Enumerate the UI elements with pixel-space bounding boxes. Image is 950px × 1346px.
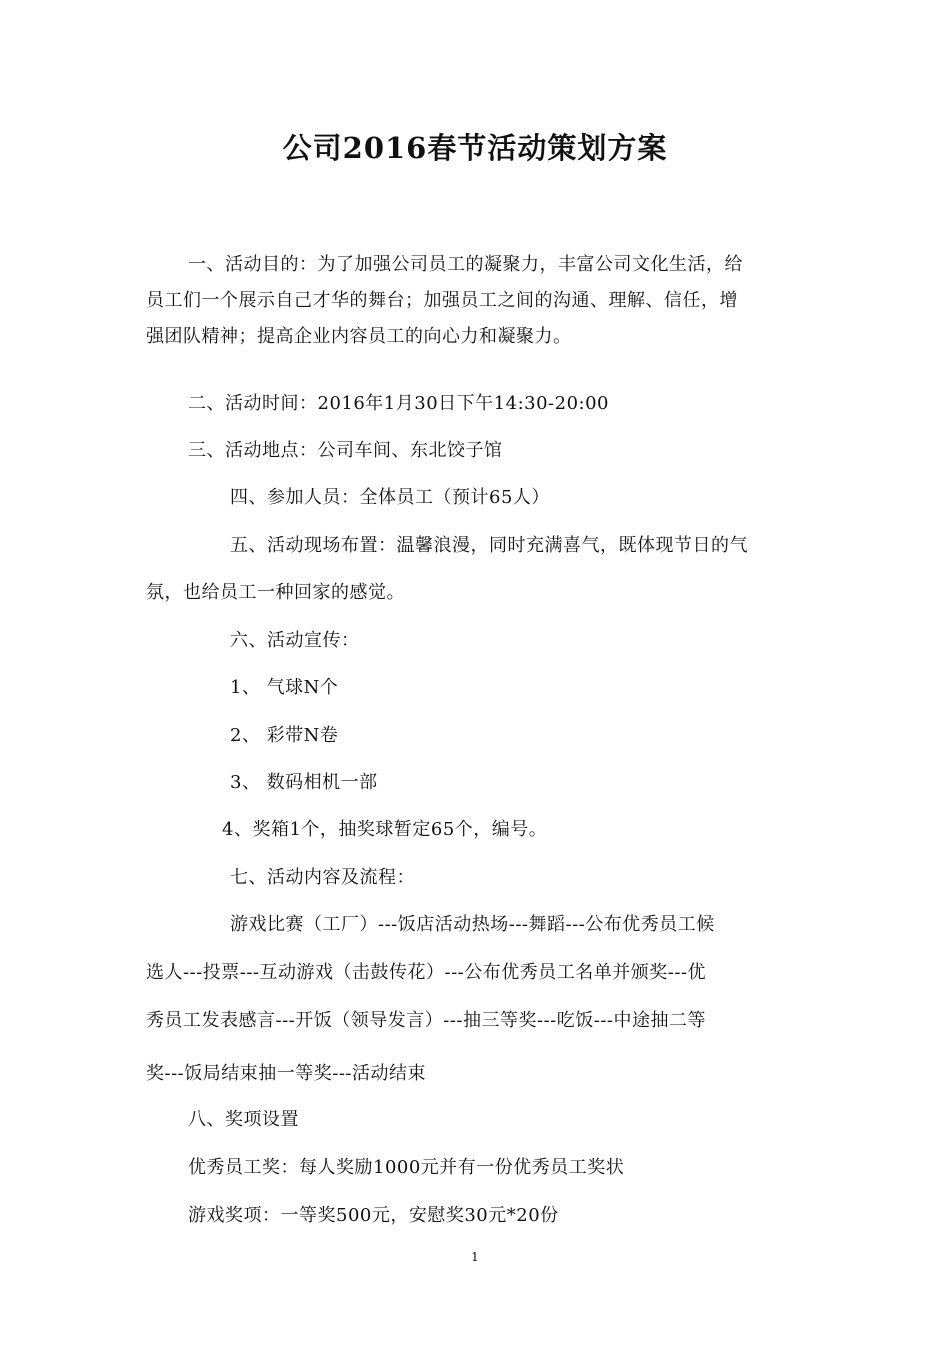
- document-title: 公司2016春节活动策划方案: [282, 131, 668, 165]
- page-number: 1: [471, 1250, 479, 1264]
- promotion-item-2: 2、 彩带N卷: [230, 725, 339, 746]
- process-line-4: 奖---饭局结束抽一等奖---活动结束: [146, 1063, 426, 1084]
- setup-line-1: 五、活动现场布置：温馨浪漫，同时充满喜气，既体现节日的气: [230, 535, 748, 556]
- promotion-item-1: 1、 气球N个: [230, 677, 339, 698]
- setup-line-2: 氛，也给员工一种回家的感觉。: [146, 582, 405, 603]
- purpose-line-1: 一、活动目的：为了加强公司员工的凝聚力，丰富公司文化生活，给: [188, 254, 743, 275]
- process-line-1: 游戏比赛（工厂）---饭店活动热场---舞蹈---公布优秀员工候: [230, 914, 715, 935]
- promotion-item-4: 4、奖箱1个，抽奖球暂定65个，编号。: [222, 819, 548, 840]
- awards-heading: 八、奖项设置: [188, 1109, 299, 1130]
- purpose-line-2: 员工们一个展示自己才华的舞台；加强员工之间的沟通、理解、信任，增: [146, 290, 738, 311]
- award-games: 游戏奖项：一等奖500元，安慰奖30元*20份: [188, 1205, 559, 1226]
- purpose-line-3: 强团队精神；提高企业内容员工的向心力和凝聚力。: [146, 326, 572, 347]
- process-line-2: 选人---投票---互动游戏（击鼓传花）---公布优秀员工名单并颁奖---优: [146, 962, 706, 983]
- participants-line: 四、参加人员：全体员工（预计65人）: [230, 487, 550, 508]
- award-excellent-employee: 优秀员工奖：每人奖励1000元并有一份优秀员工奖状: [188, 1157, 625, 1178]
- process-line-3: 秀员工发表感言---开饭（领导发言）---抽三等奖---吃饭---中途抽二等: [146, 1010, 706, 1031]
- promotion-item-3: 3、 数码相机一部: [230, 772, 378, 793]
- content-heading: 七、活动内容及流程：: [230, 867, 415, 888]
- time-line: 二、活动时间：2016年1月30日下午14:30-20:00: [188, 393, 609, 414]
- location-line: 三、活动地点：公司车间、东北饺子馆: [188, 440, 503, 461]
- promotion-heading: 六、活动宣传：: [230, 630, 360, 651]
